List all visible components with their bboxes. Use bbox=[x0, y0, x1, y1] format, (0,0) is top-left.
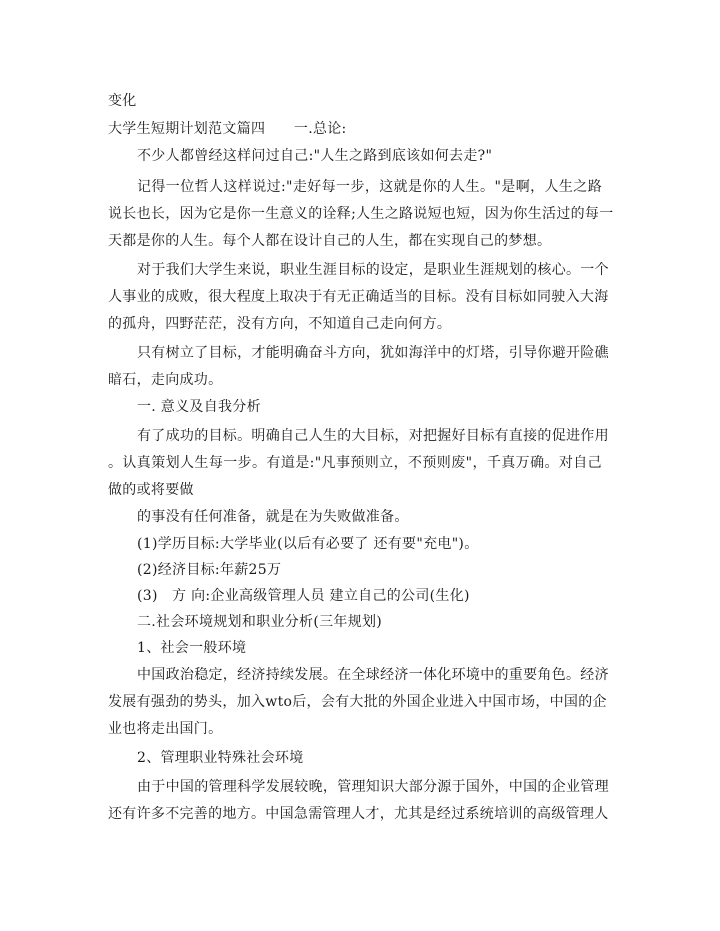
section-heading: 一. 意义及自我分析 bbox=[137, 399, 261, 415]
text-line: 人事业的成败，很大程度上取决于有无正确适当的目标。没有目标如同驶入大海 bbox=[108, 289, 609, 305]
subsection-heading: 1、社会一般环境 bbox=[137, 640, 247, 656]
section-heading: 大学生短期计划范文篇四 一.总论: bbox=[108, 121, 347, 137]
text-line: 的事没有任何准备，就是在为失败做准备。 bbox=[137, 509, 409, 525]
text-line: 还有许多不完善的地方。中国急需管理人才，尤其是经过系统培训的高级管理人 bbox=[108, 806, 609, 822]
text-line: 说长也长，因为它是你一生意义的诠释;人生之路说短也短，因为你生活过的每一 bbox=[108, 206, 614, 222]
text-line: 对于我们大学生来说，职业生涯目标的设定，是职业生涯规划的核心。一个 bbox=[137, 262, 609, 278]
text-line: 中国政治稳定，经济持续发展。在全球经济一体化环境中的重要角色。经济 bbox=[137, 667, 609, 683]
text-line: 的孤舟，四野茫茫，没有方向，不知道自己走向何方。 bbox=[108, 316, 452, 332]
text-line: 业也将走出国门。 bbox=[108, 721, 223, 737]
text-line: 不少人都曾经这样问过自己:"人生之路到底该如何去走?" bbox=[137, 148, 493, 164]
text-line: 只有树立了目标，才能明确奋斗方向，犹如海洋中的灯塔，引导你避开险礁 bbox=[137, 345, 609, 361]
text-line: 做的或将要做 bbox=[108, 482, 194, 498]
text-line: 由于中国的管理科学发展较晚，管理知识大部分源于国外，中国的企业管理 bbox=[137, 779, 609, 795]
text-line: 暗石，走向成功。 bbox=[108, 372, 223, 388]
section-heading: 二.社会环境规划和职业分析(三年规划) bbox=[137, 614, 383, 630]
list-item: (2)经济目标:年薪25万 bbox=[137, 562, 282, 578]
list-item: (3) 方 向:企业高级管理人员 建立自己的公司(生化) bbox=[137, 588, 470, 604]
text-line: 。认真策划人生每一步。有道是:"凡事预则立，不预则废"，千真万确。对自己 bbox=[108, 455, 602, 471]
text-line: 发展有强劲的势头，加入wto后，会有大批的外国企业进入中国市场，中国的企 bbox=[108, 694, 607, 710]
text-line: 记得一位哲人这样说过:"走好每一步，这就是你的人生。"是啊，人生之路 bbox=[137, 179, 602, 195]
list-item: (1)学历目标:大学毕业(以后有必要了 还有要"充电")。 bbox=[137, 536, 479, 552]
text-line: 变化 bbox=[108, 93, 137, 109]
subsection-heading: 2、管理职业特殊社会环境 bbox=[137, 750, 304, 766]
text-line: 天都是你的人生。每个人都在设计自己的人生，都在实现自己的梦想。 bbox=[108, 233, 552, 249]
text-line: 有了成功的目标。明确自己人生的大目标，对把握好目标有直接的促进作用 bbox=[137, 428, 609, 444]
